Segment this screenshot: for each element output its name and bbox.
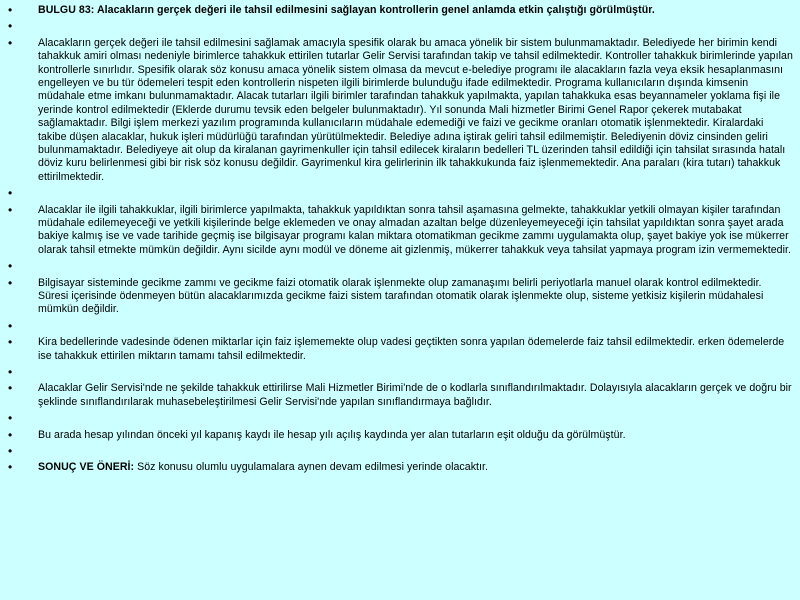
paragraph-item xyxy=(8,37,794,184)
paragraph-5: Alacaklar Gelir Servisi'nde ne şekilde tahakkuk ettirilirse Mali Hizmetler Birimi'nde de o kodlarla sınıflandırılmaktadır. Dolayısıyla alacakların gerçek ve doğru bir şeklinde sınıflandırılarak muhasebeleştirilmesi Gelir Servisi'nde yapılan sınıflandırmaya bağlıdır. xyxy=(38,382,792,408)
paragraph-item xyxy=(8,277,794,317)
empty-bullet xyxy=(8,20,794,33)
paragraph-3: Bilgisayar sisteminde gecikme zammı ve gecikme faizi otomatik olarak işlenmekte olup zamanaşımı belirli periyotlarla manuel olarak kontrol edilmektedir. Süresi içerisinde ödenmeyen bütün alacaklarımızda gecikme faizi sistem tarafından otomatik olarak işlenmekte olup, sisteme yetkisiz kişilerin müdahalesi mümkün değildir. xyxy=(38,276,764,316)
paragraph-1: Alacakların gerçek değeri ile tahsil edilmesini sağlamak amacıyla spesifik olarak bu amaca yönelik bir sistem bulunmamaktadır. Belediyede her birimin kendi tahakkuk amiri olması nedeniyle birimlerce tahakkuk ettirilen tutarlar Gelir Servisi tarafından takip ve tahsil edilmektedir. Kontroller tahakkuk birimlerinde yapılan kontrollerle sınırlıdır. Spesifik olarak söz konusu amaca yönelik sistem olmasa da mevcut e-belediye programı ile alacakların fazla veya eksik hesaplanmasını engelleyen ve bu tür ödemeleri tespit eden kontrollerin nispeten ilgili birimlerde bulunduğu ifade edilmektedir. Programa kullanıcıların dışında kimsenin müdahale etme imkanı bulunmamaktadır. Alacak tutarları ilgili birimler tarafından tahakkuk yapılmakta, yapılan tahakkuka esas beyannameler yoklama fişi ile yerinde kontrol edilmektedir (Eklerde durumu tevsik eden belgeler bulunmaktadır). Yıl sonunda Mali hizmetler Birimi Genel Rapor çekerek mutabakat sağlamaktadır. Bilgi işlem merkezi yazılım programında kullanıcıların müdahale edemediği ve faizi ve gecikme oranları otomatik işlenmektedir. Kiralardaki takibe düşen alacaklar, hukuk işleri müdürlüğü tarafından yürütülmektedir. Belediye adına iştirak geliri tahsil edilmemiştir. Belediyenin döviz cinsinden geliri bulunmamaktadır. Belediyeye ait olup da kiralanan gayrimenkuller için tahsil edilecek kiraların bedelleri TL üzerinden tahsil edildiği için tahsilat sırasında hatalı döviz kuru belirlenmesi gibi bir risk söz konusu değildir. Gayrimenkul kira gelirlerinin ilk tahakkukunda faiz işlenmemektedir. Ana paraları (kira tutarı) tahakkuk ettirilmektedir. xyxy=(38,36,793,183)
paragraph-6: Bu arada hesap yılından önceki yıl kapanış kaydı ile hesap yılı açılış kaydında yer alan tutarların eşit olduğu da görülmüştür. xyxy=(38,428,626,441)
paragraph-item xyxy=(8,382,794,409)
paragraph-item xyxy=(8,429,794,442)
empty-bullet xyxy=(8,320,794,333)
empty-bullet xyxy=(8,260,794,273)
conclusion-text: Söz konusu olumlu uygulamalara aynen devam edilmesi yerinde olacaktır. xyxy=(134,461,489,474)
empty-bullet xyxy=(8,412,794,425)
conclusion-item xyxy=(8,461,794,474)
paragraph-item xyxy=(8,204,794,258)
paragraph-2: Alacaklar ile ilgili tahakkuklar, ilgili birimlerce yapılmakta, tahakkuk yapıldıktan sonra tahsil aşamasına gelmekte, tahakkuklar yetkili olmayan kişiler tarafından müdahale edilemeyeceği ve yetkili kişilerinde belge eklemeden ve onay almadan azaltan belge düzenleyemeyeceği için tahsilat yapıldıktan sonra şayet arada bakiye kalmış ise ve vade tarihide geçmiş ise bilgisayar programı kalan miktara otomatikman gecikme zammı uygulamakta olup, şayet bakiye yok ise mükerrer olarak tahsil etmekte mümkün değildir. Aynı sicilde aynı modül ve döneme ait gizlenmiş, mükerrer tahakkuk veya tahsilat yapmaya program izin vermemektedir. xyxy=(38,203,791,256)
bullet-list xyxy=(8,4,794,475)
empty-bullet xyxy=(8,187,794,200)
empty-bullet xyxy=(8,445,794,458)
finding-heading-item xyxy=(8,4,794,17)
conclusion-label: SONUÇ VE ÖNERİ: xyxy=(38,461,135,474)
empty-bullet xyxy=(8,366,794,379)
paragraph-4: Kira bedellerinde vadesinde ödenen miktarlar için faiz işlememekte olup vadesi geçtikten sonra yapılan ödemelerde faiz tahsil edilmektedir. erken ödemelerde ise tahakkuk ettirilen miktarın tamamı tahsil edilmektedir. xyxy=(38,336,785,362)
paragraph-item xyxy=(8,336,794,363)
finding-heading: BULGU 83: Alacakların gerçek değeri ile tahsil edilmesini sağlayan kontrollerin genel anlamda etkin çalıştığı görülmüştür. xyxy=(38,4,655,16)
